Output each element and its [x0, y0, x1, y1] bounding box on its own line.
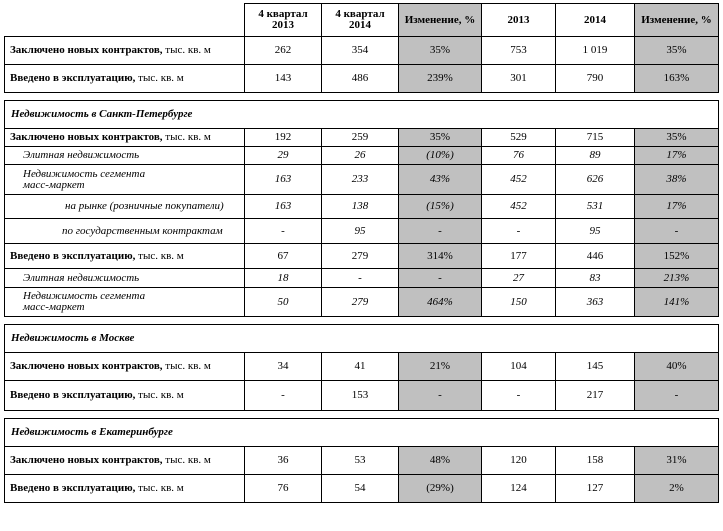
cell-q4-2014: 354	[322, 37, 399, 65]
cell-change-quarter: (29%)	[399, 475, 482, 503]
row-label	[5, 65, 245, 93]
spacer-cell	[5, 93, 719, 101]
cell-2013: 150	[482, 288, 556, 317]
cell-q4-2014: 279	[322, 288, 399, 317]
cell-change-quarter: 21%	[399, 353, 482, 381]
cell-q4-2014: 153	[322, 381, 399, 411]
cell-q4-2014: 53	[322, 447, 399, 475]
table-row	[5, 129, 719, 147]
section-title-moscow: Недвижимость в Москве	[5, 325, 719, 353]
cell-q4-2014: 259	[322, 129, 399, 147]
cell-2014: 790	[556, 65, 635, 93]
table-row	[5, 475, 719, 503]
spacer-cell	[5, 411, 719, 419]
spacer-row	[5, 93, 719, 101]
header-empty-cell	[5, 4, 245, 37]
cell-change-year: 17%	[635, 195, 719, 219]
spacer-row	[5, 411, 719, 419]
cell-change-year: 35%	[635, 129, 719, 147]
cell-2013: 104	[482, 353, 556, 381]
row-label	[5, 129, 245, 147]
row-label	[5, 165, 245, 195]
cell-change-year: 152%	[635, 244, 719, 269]
row-label	[5, 353, 245, 381]
cell-change-year: -	[635, 219, 719, 244]
header-2014: 2014	[556, 4, 635, 37]
cell-2013: 177	[482, 244, 556, 269]
cell-q4-2014: 26	[322, 147, 399, 165]
cell-2013: -	[482, 219, 556, 244]
row-unit: тыс. кв. м	[138, 249, 184, 262]
spacer-cell	[5, 317, 719, 325]
row-label	[5, 288, 245, 317]
row-label	[5, 381, 245, 411]
header-q4-2014: 4 квартал 2014	[322, 4, 399, 37]
row-label	[5, 37, 245, 65]
cell-2013: 452	[482, 195, 556, 219]
cell-change-quarter: -	[399, 381, 482, 411]
row-label-text: Введено в эксплуатацию,	[10, 249, 136, 262]
cell-q4-2013: 76	[245, 475, 322, 503]
section-row-spb	[5, 101, 719, 129]
table-row	[5, 219, 719, 244]
cell-q4-2014: 54	[322, 475, 399, 503]
header-q4-2013: 4 квартал 2013	[245, 4, 322, 37]
cell-2014: 217	[556, 381, 635, 411]
cell-q4-2014: 486	[322, 65, 399, 93]
row-label-text: Заключено новых контрактов,	[10, 131, 163, 143]
cell-q4-2013: -	[245, 219, 322, 244]
cell-q4-2013: 50	[245, 288, 322, 317]
cell-2014: 1 019	[556, 37, 635, 65]
cell-q4-2013: 262	[245, 37, 322, 65]
cell-2014: 715	[556, 129, 635, 147]
row-label-text: Недвижимость сегмента масс-маркет	[23, 290, 146, 313]
row-label	[5, 447, 245, 475]
cell-change-quarter: 314%	[399, 244, 482, 269]
table-row	[5, 65, 719, 93]
cell-q4-2013: 34	[245, 353, 322, 381]
cell-q4-2014: 233	[322, 165, 399, 195]
table-row	[5, 353, 719, 381]
cell-q4-2014: 279	[322, 244, 399, 269]
table-row	[5, 147, 719, 165]
cell-change-quarter: -	[399, 269, 482, 288]
row-label-text: Введено в эксплуатацию,	[10, 389, 136, 401]
row-label: Элитная недвижимость	[5, 147, 245, 165]
row-unit: тыс. кв. м	[138, 482, 184, 494]
cell-q4-2013: 67	[245, 244, 322, 269]
row-label-text: Заключено новых контрактов,	[10, 454, 163, 466]
cell-q4-2014: 95	[322, 219, 399, 244]
row-label-text: Введено в эксплуатацию,	[10, 482, 136, 494]
cell-q4-2013: 143	[245, 65, 322, 93]
cell-change-quarter: (10%)	[399, 147, 482, 165]
cell-2014: 626	[556, 165, 635, 195]
cell-2013: -	[482, 381, 556, 411]
cell-q4-2013: 192	[245, 129, 322, 147]
section-title-ekb: Недвижимость в Екатеринбурге	[5, 419, 719, 447]
header-row	[5, 4, 719, 37]
cell-2013: 120	[482, 447, 556, 475]
cell-2014: 363	[556, 288, 635, 317]
cell-change-year: 17%	[635, 147, 719, 165]
row-label-text: Недвижимость сегмента масс-маркет	[23, 167, 146, 191]
cell-2013: 301	[482, 65, 556, 93]
cell-2013: 753	[482, 37, 556, 65]
cell-change-year: -	[635, 381, 719, 411]
table-row	[5, 447, 719, 475]
cell-2013: 124	[482, 475, 556, 503]
cell-2014: 95	[556, 219, 635, 244]
cell-2014: 446	[556, 244, 635, 269]
row-label: Элитная недвижимость	[5, 269, 245, 288]
row-unit: тыс. кв. м	[165, 454, 211, 466]
cell-change-year: 213%	[635, 269, 719, 288]
cell-2013: 27	[482, 269, 556, 288]
cell-2014: 89	[556, 147, 635, 165]
cell-change-quarter: 239%	[399, 65, 482, 93]
cell-change-quarter: 48%	[399, 447, 482, 475]
cell-q4-2014: -	[322, 269, 399, 288]
cell-q4-2013: -	[245, 381, 322, 411]
cell-2014: 145	[556, 353, 635, 381]
cell-2013: 76	[482, 147, 556, 165]
table-row	[5, 269, 719, 288]
cell-change-quarter: -	[399, 219, 482, 244]
row-unit: тыс. кв. м	[165, 131, 211, 143]
table-row	[5, 381, 719, 411]
row-label-text: Заключено новых контрактов,	[10, 44, 163, 56]
cell-2013: 452	[482, 165, 556, 195]
table-row	[5, 37, 719, 65]
cell-change-year: 2%	[635, 475, 719, 503]
row-label	[5, 475, 245, 503]
cell-2014: 531	[556, 195, 635, 219]
cell-q4-2013: 36	[245, 447, 322, 475]
row-label: на рынке (розничные покупатели)	[5, 195, 245, 219]
row-unit: тыс. кв. м	[138, 72, 184, 84]
cell-2014: 158	[556, 447, 635, 475]
row-label-text: Заключено новых контрактов,	[10, 360, 163, 372]
cell-q4-2013: 18	[245, 269, 322, 288]
row-unit: тыс. кв. м	[138, 389, 184, 401]
cell-change-quarter: 464%	[399, 288, 482, 317]
cell-q4-2014: 41	[322, 353, 399, 381]
spacer-row	[5, 317, 719, 325]
header-change-quarter: Изменение, %	[399, 4, 482, 37]
section-row-ekb	[5, 419, 719, 447]
cell-2014: 83	[556, 269, 635, 288]
cell-change-year: 38%	[635, 165, 719, 195]
cell-2014: 127	[556, 475, 635, 503]
cell-change-quarter: (15%)	[399, 195, 482, 219]
cell-2013: 529	[482, 129, 556, 147]
row-unit: тыс. кв. м	[165, 360, 211, 372]
table-row	[5, 244, 719, 269]
cell-change-quarter: 43%	[399, 165, 482, 195]
cell-change-quarter: 35%	[399, 129, 482, 147]
cell-change-year: 141%	[635, 288, 719, 317]
cell-q4-2013: 163	[245, 165, 322, 195]
cell-q4-2013: 163	[245, 195, 322, 219]
row-label-text: Введено в эксплуатацию,	[10, 72, 136, 84]
cell-change-year: 35%	[635, 37, 719, 65]
cell-change-year: 31%	[635, 447, 719, 475]
cell-change-year: 163%	[635, 65, 719, 93]
row-label: по государственным контрактам	[5, 219, 245, 244]
section-title-spb: Недвижимость в Санкт-Петербурге	[5, 101, 719, 129]
table-row	[5, 288, 719, 317]
table-row	[5, 195, 719, 219]
header-2013: 2013	[482, 4, 556, 37]
cell-change-quarter: 35%	[399, 37, 482, 65]
section-row-moscow	[5, 325, 719, 353]
row-unit: тыс. кв. м	[165, 44, 211, 56]
cell-change-year: 40%	[635, 353, 719, 381]
header-change-year: Изменение, %	[635, 4, 719, 37]
cell-q4-2014: 138	[322, 195, 399, 219]
row-label	[5, 244, 245, 269]
cell-q4-2013: 29	[245, 147, 322, 165]
real-estate-table	[4, 3, 719, 503]
table-row	[5, 165, 719, 195]
